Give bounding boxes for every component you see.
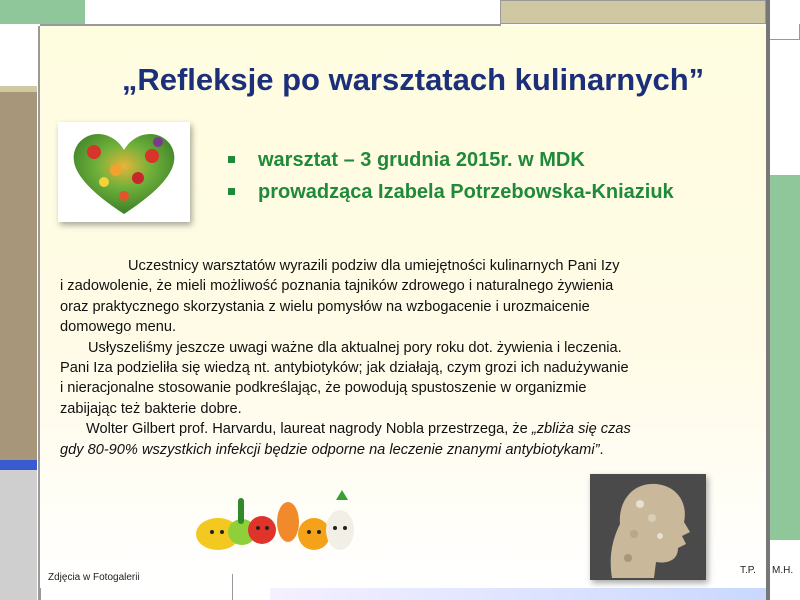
quote-text: gdy 80-90% wszystkich infekcji będzie odporne na leczenie znanymi antybiotykami” (60, 441, 600, 458)
body-line: Usłyszeliśmy jeszcze uwagi ważne dla aktualnej pory roku dot. żywienia i leczenia. (88, 339, 622, 356)
gallery-note: Zdjęcia w Fotogalerii (48, 572, 140, 583)
bullet-square-icon (228, 188, 235, 195)
bullet-text: warsztat – 3 grudnia 2015r. w MDK (258, 149, 585, 171)
footer-divider (232, 574, 233, 600)
frame-bottom-gradient (270, 588, 766, 600)
bullet-square-icon (228, 156, 235, 163)
body-line: Pani Iza podzieliła się wiedzą nt. antybiotyków; jak działają, czym grozi ich nadużywanie (60, 360, 629, 377)
bullet-text: prowadząca Izabela Potrzebowska-Kniaziuk (258, 181, 674, 203)
quote-period: . (599, 441, 604, 458)
body-line: i zadowolenie, że mieli możliwość poznania tajników zdrowego i naturalnego żywienia (60, 278, 614, 295)
pill-head-image (590, 474, 706, 580)
vegetable-toys-image (190, 488, 368, 562)
heart-icon (58, 122, 190, 222)
vegetable-heart-image (58, 122, 190, 222)
body-line-quote-intro (60, 419, 752, 439)
frame-left-olive (0, 86, 37, 92)
frame-top-green (0, 0, 85, 24)
body-line: Uczestnicy warsztatów wyrazili podziw dla umiejętności kulinarnych Pani Izy (128, 258, 620, 274)
bullet-list (228, 146, 674, 210)
quote-start: „zbliża się czas (531, 421, 631, 438)
frame-left-brown (0, 90, 37, 460)
body-text-span: Wolter Gilbert prof. Harvardu, laureat nagrody Nobla przestrzega, że (86, 421, 528, 438)
slide-title: „Refleksje po warsztatach kulinarnych” (121, 62, 705, 97)
body-line: domowego menu. (60, 319, 177, 336)
bullet-item-date (228, 146, 674, 178)
body-text (60, 256, 752, 460)
head-silhouette-icon (590, 474, 706, 580)
body-line: oraz praktycznego skorzystania z wielu pomysłów na wzbogacenie i urozmaicenie (60, 298, 590, 315)
frame-top-olive (500, 0, 766, 24)
frame-right-green (768, 175, 800, 540)
body-line: i nieracjonalne stosowanie podkreślając, że powodują spustoszenie w organizmie (60, 380, 587, 397)
body-line-quote (60, 440, 752, 460)
initials-mh: M.H. (772, 565, 794, 576)
frame-right-dark (766, 0, 770, 600)
initials-tp: T.P. (740, 565, 756, 576)
vegetables-icon (190, 488, 368, 562)
frame-left-gray (0, 470, 37, 600)
frame-left-blue-stripe (0, 460, 37, 470)
bullet-item-host (228, 178, 674, 210)
body-line: zabijając też bakterie dobre. (60, 400, 242, 417)
